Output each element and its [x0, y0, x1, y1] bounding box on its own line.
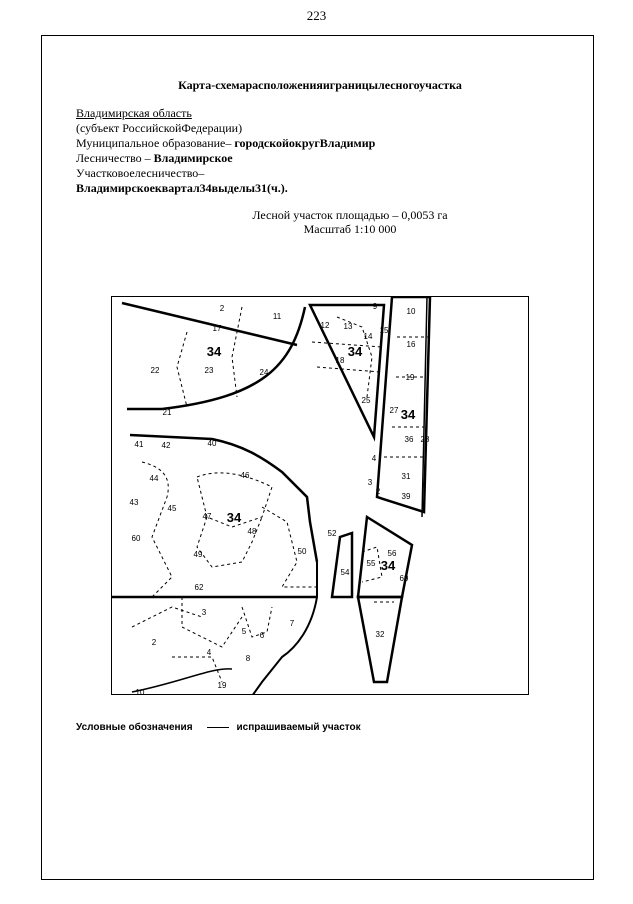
subject-note-line: (субъект РоссийскойФедерации): [76, 121, 243, 135]
district-forestry-label: Участковоелесничество–: [76, 166, 205, 180]
road-top-left: [122, 303, 297, 345]
compartment-label: 48: [247, 527, 257, 536]
compartment-label: 40: [207, 439, 217, 448]
compartment-label: 4: [371, 454, 377, 463]
document-title: Карта-схемарасположенияиграницылесногоучастка: [178, 78, 462, 92]
forest-plot-map: [111, 296, 529, 695]
legend-item: испрашиваемый участок: [236, 722, 361, 733]
plot-summary: [200, 208, 500, 236]
dashed-boundary: [182, 597, 242, 647]
quarter-number-label: 34: [206, 344, 222, 359]
municipal-line: [76, 136, 375, 151]
dashed-boundary: [132, 607, 202, 627]
map-drawing: [112, 297, 529, 695]
plot-area-text: Лесной участок площадью – 0,0053 га: [252, 208, 448, 222]
scale-text: Масштаб 1:10 000: [303, 222, 397, 236]
compartment-label: 46: [240, 471, 250, 480]
compartment-label: 56: [387, 549, 397, 558]
compartment-label: 8: [245, 654, 251, 663]
compartment-label: 3: [367, 478, 373, 487]
dashed-boundary: [172, 657, 222, 682]
compartment-label: 3: [201, 608, 207, 617]
compartment-label: 19: [405, 373, 415, 382]
compartment-label: 50: [297, 547, 307, 556]
compartment-label: 4: [206, 648, 212, 657]
compartment-label: 62: [194, 583, 204, 592]
compartment-label: 10: [135, 688, 145, 696]
compartment-label: 2: [375, 487, 381, 496]
compartment-label: 44: [149, 474, 159, 483]
legend-label: Условные обозначения: [76, 722, 193, 733]
compartment-label: 39: [401, 492, 411, 501]
dashed-boundary: [177, 332, 187, 407]
compartment-label: 22: [150, 366, 160, 375]
compartment-label: 52: [327, 529, 337, 538]
legend-line-sample: [207, 727, 229, 728]
compartment-label: 36: [404, 435, 414, 444]
compartment-label: 42: [161, 441, 171, 450]
compartment-label: 14: [363, 332, 373, 341]
compartment-label: 54: [340, 568, 350, 577]
forestry-label: Лесничество –: [76, 151, 154, 165]
compartment-label: 27: [389, 406, 399, 415]
map-legend: [76, 722, 361, 733]
compartment-label: 2: [151, 638, 157, 647]
forestry-line: [76, 151, 375, 166]
district-value: Владимирскоеквартал34выделы31(ч.).: [76, 181, 288, 195]
compartment-label: 13: [343, 322, 353, 331]
compartment-label: 32: [375, 630, 385, 639]
compartment-label: 55: [366, 559, 376, 568]
compartment-label: 43: [129, 498, 139, 507]
municipal-label: Муниципальное образование–: [76, 136, 235, 150]
compartment-label: 19: [217, 681, 227, 690]
compartment-label: 16: [406, 340, 416, 349]
page-number: 223: [306, 8, 327, 23]
quarter-number-label: 34: [380, 558, 396, 573]
compartment-label: 47: [202, 512, 212, 521]
compartment-label: 18: [335, 356, 345, 365]
compartment-label: 6: [259, 631, 265, 640]
compartment-label: 41: [134, 440, 144, 449]
region-line: Владимирская область: [76, 106, 192, 120]
compartment-label: 25: [361, 396, 371, 405]
road-curve: [162, 307, 305, 409]
compartment-label: 2: [219, 304, 225, 313]
small-block-54: [332, 533, 352, 597]
compartment-label: 21: [162, 408, 172, 417]
compartment-label: 15: [379, 326, 389, 335]
dashed-boundary: [242, 607, 272, 637]
compartment-label: 28: [420, 435, 430, 444]
compartment-label: 17: [212, 324, 222, 333]
plot-info-block: [76, 106, 375, 196]
municipal-value: городскойокругВладимир: [234, 136, 376, 150]
forestry-value: Владимирское: [153, 151, 233, 165]
compartment-label: 31: [401, 472, 411, 481]
compartment-label: 60: [131, 534, 141, 543]
block-32: [358, 597, 402, 682]
compartment-label: 9: [372, 302, 378, 311]
compartment-label: 23: [204, 366, 214, 375]
compartment-label: 24: [259, 368, 269, 377]
compartment-label: 11: [272, 312, 282, 321]
center-right-block: [358, 517, 412, 597]
compartment-label: 45: [167, 504, 177, 513]
lower-left-boundary: [130, 435, 317, 562]
compartment-label: 5: [241, 627, 247, 636]
lower-road: [252, 562, 317, 695]
quarter-number-label: 34: [226, 510, 242, 525]
compartment-label: 12: [320, 321, 330, 330]
compartment-label: 69: [399, 574, 409, 583]
compartment-label: 7: [289, 619, 295, 628]
compartment-label: 49: [193, 550, 203, 559]
dashed-boundary: [232, 307, 242, 397]
compartment-label: 10: [406, 307, 416, 316]
quarter-number-label: 34: [347, 344, 363, 359]
quarter-number-label: 34: [400, 407, 416, 422]
